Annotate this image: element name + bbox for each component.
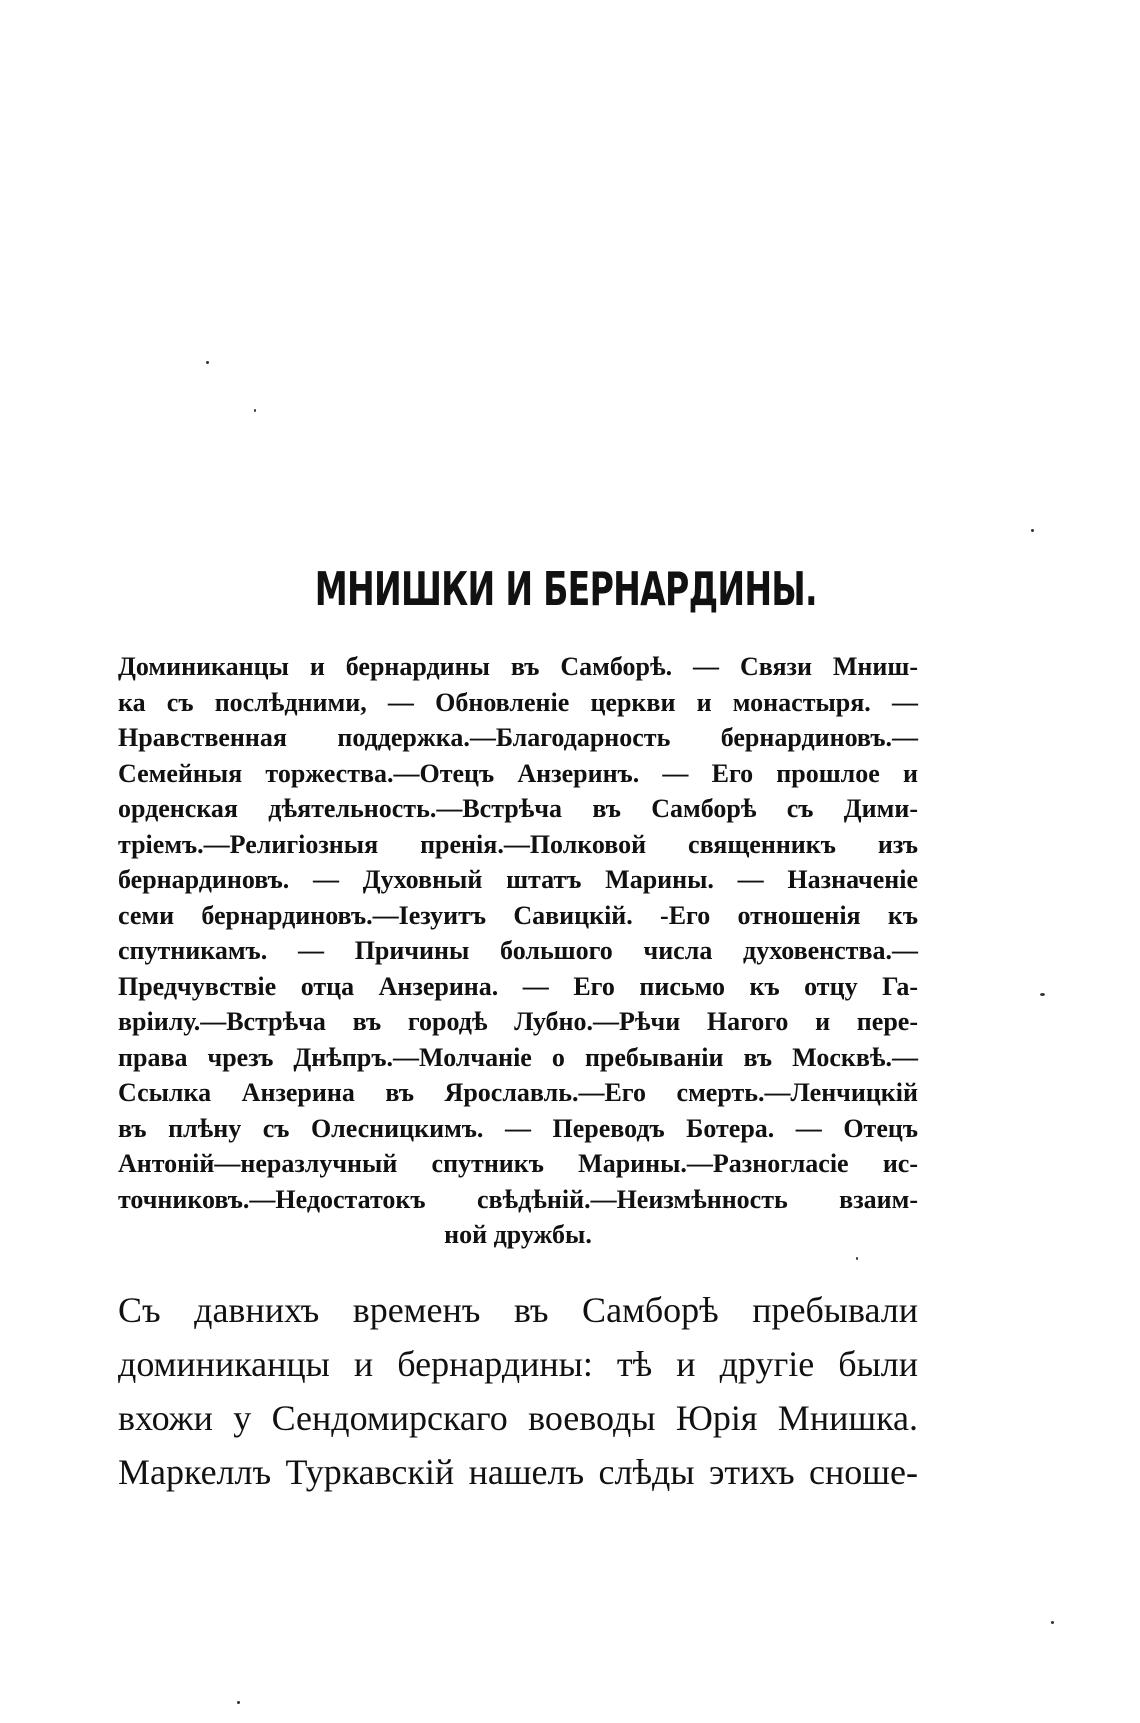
scan-speck bbox=[1051, 1621, 1054, 1624]
summary-line: вріилу.—Встрѣча въ городѣ Лубно.—Рѣчи Нагого и пере- bbox=[118, 1007, 918, 1036]
scan-speck bbox=[206, 361, 209, 364]
scan-speck bbox=[1040, 993, 1045, 996]
summary-line: тріемъ.—Религіозныя пренія.—Полковой священникъ изъ bbox=[118, 829, 918, 859]
summary-line: орденская дѣятельность.—Встрѣча въ Самборѣ съ Дими- bbox=[118, 794, 918, 823]
scan-speck bbox=[856, 1257, 858, 1260]
summary-line: Предчувствіе отца Анзерина. — Его письмо къ отцу Га- bbox=[118, 971, 918, 1001]
summary-line: права чрезъ Днѣпръ.—Молчаніе о пребываніи въ Москвѣ.— bbox=[118, 1042, 918, 1072]
summary-line: Ссылка Анзерина въ Ярославль.—Его смерть.—Ленчицкій bbox=[118, 1078, 918, 1107]
summary-line-last: ной дружбы. bbox=[444, 1220, 592, 1249]
body-line: доминиканцы и бернардины: тѣ и другіе были bbox=[118, 1344, 918, 1384]
summary-line: точниковъ.—Недостатокъ свѣдѣній.—Неизмѣнность взаим- bbox=[118, 1184, 918, 1214]
chapter-summary bbox=[118, 649, 918, 1253]
body-line: Маркеллъ Туркавскій нашелъ слѣды этихъ сноше- bbox=[118, 1452, 918, 1492]
scan-speck bbox=[254, 409, 256, 412]
summary-line: бернардиновъ. — Духовный штатъ Марины. — Назначеніе bbox=[118, 865, 918, 894]
chapter-title: МНИШКИ И БЕРНАРДИНЫ. bbox=[314, 562, 817, 616]
summary-line: Нравственная поддержка.—Благодарность бернардиновъ.— bbox=[118, 723, 918, 752]
scan-speck bbox=[237, 1701, 240, 1704]
summary-line: спутникамъ. — Причины большого числа духовенства.— bbox=[118, 936, 918, 965]
scan-speck bbox=[1031, 529, 1034, 532]
summary-line: ка съ послѣдними, — Обновленіе церкви и монастыря. — bbox=[118, 687, 918, 717]
summary-line: Семейныя торжества.—Отецъ Анзеринъ. — Его прошлое и bbox=[118, 758, 918, 788]
body-line: Съ давнихъ временъ въ Самборѣ пребывали bbox=[118, 1290, 918, 1330]
body-paragraph bbox=[118, 1283, 918, 1499]
summary-line: Доминиканцы и бернардины въ Самборѣ. — Связи Мниш- bbox=[118, 652, 918, 681]
summary-line: Антоній—неразлучный спутникъ Марины.—Разногласіе ис- bbox=[118, 1149, 918, 1178]
body-line: вхожи у Сендомирскаго воеводы Юрія Мнишка. bbox=[118, 1398, 918, 1438]
summary-line: въ плѣну съ Олесницкимъ. — Переводъ Ботера. — Отецъ bbox=[118, 1113, 918, 1143]
summary-line: семи бернардиновъ.—Іезуитъ Савицкій. -Его отношенія къ bbox=[118, 900, 918, 930]
